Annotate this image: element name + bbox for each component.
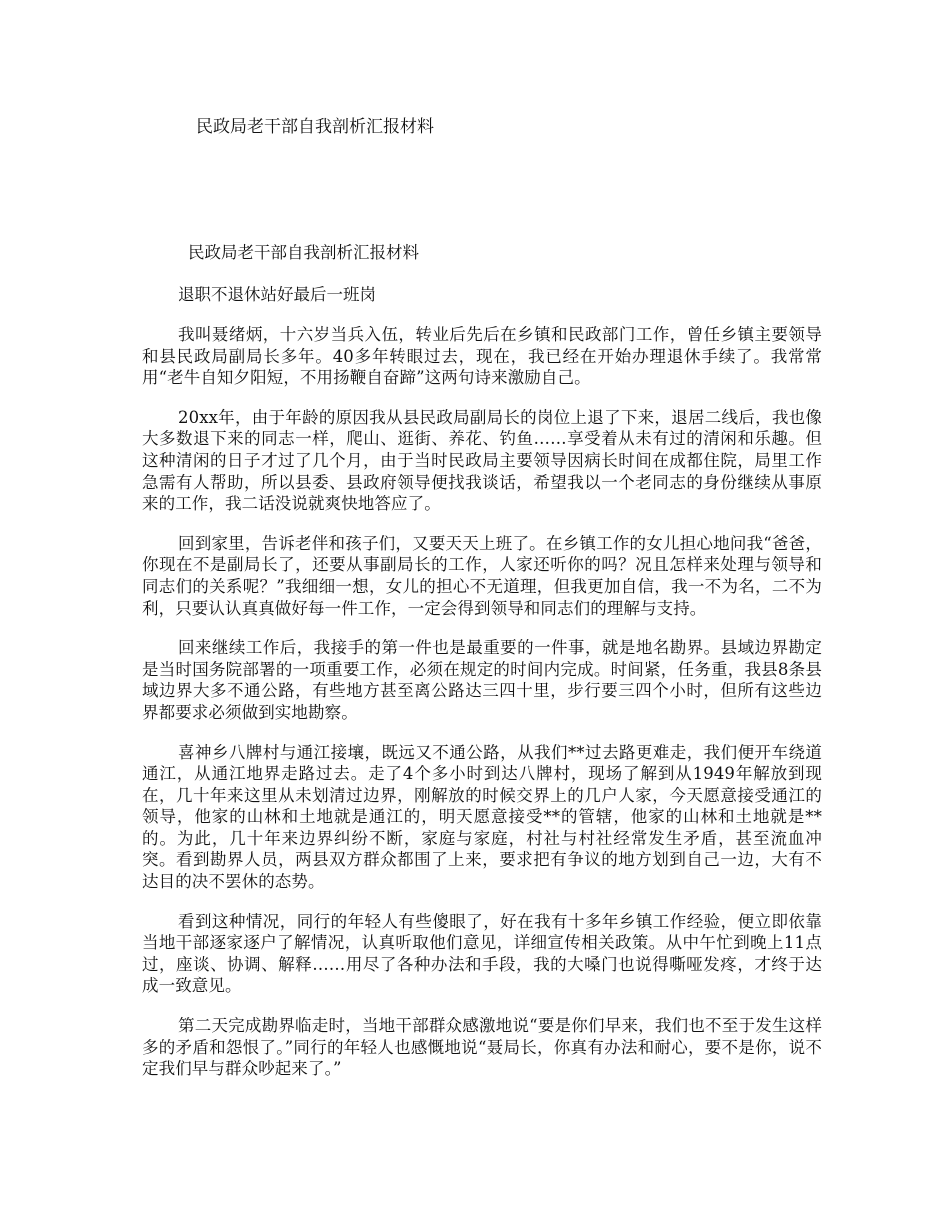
document-top-title: 民政局老干部自我剖析汇报材料 bbox=[196, 117, 434, 137]
paragraph-6: 看到这种情况，同行的年轻人有些傻眼了，好在我有十多年乡镇工作经验，便立即依靠当地干部逐家逐户了解情况，认真听取他们意见，详细宣传相关政策。从中午忙到晚上11点过，座谈、协调、解释……用尽了各种办法和手段，我的大嗓门也说得嘶哑发疼，才终于达成一致意见。 bbox=[142, 911, 822, 996]
document-heading: 民政局老干部自我剖析汇报材料 bbox=[188, 243, 419, 262]
paragraph-1: 我叫聂绪炳，十六岁当兵入伍，转业后先后在乡镇和民政部门工作，曾任乡镇主要领导和县民政局副局长多年。40多年转眼过去，现在，我已经在开始办理退休手续了。我常常用“老牛自知夕阳短，不用扬鞭自奋蹄”这两句诗来激励自己。 bbox=[142, 325, 822, 388]
paragraph-2: 20xx年，由于年龄的原因我从县民政局副局长的岗位上退了下来，退居二线后，我也像大多数退下来的同志一样，爬山、逛街、养花、钓鱼……享受着从未有过的清闲和乐趣。但这种清闲的日子才过了几个月，由于当时民政局主要领导因病长时间在成都住院，局里工作急需有人帮助，所以县委、县政府领导便找我谈话，希望我以一个老同志的身份继续从事原来的工作，我二话没说就爽快地答应了。 bbox=[142, 407, 822, 514]
paragraph-7: 第二天完成勘界临走时，当地干部群众感激地说“要是你们早来，我们也不至于发生这样多的矛盾和怨恨了。”同行的年轻人也感慨地说“聂局长，你真有办法和耐心，要不是你，说不定我们早与群众吵起来了。” bbox=[142, 1016, 822, 1079]
paragraph-4: 回来继续工作后，我接手的第一件也是最重要的一件事，就是地名勘界。县域边界勘定是当时国务院部署的一项重要工作，必须在规定的时间内完成。时间紧，任务重，我县8条县域边界大多不通公路，有些地方甚至离公路达三四十里，步行要三四个小时，但所有这些边界都要求必须做到实地勘察。 bbox=[142, 638, 822, 722]
paragraph-3: 回到家里，告诉老伴和孩子们，又要天天上班了。在乡镇工作的女儿担心地问我“爸爸，你现在不是副局长了，还要从事副局长的工作，人家还听你的吗？况且怎样来处理与领导和同志们的关系呢？”我细细一想，女儿的担心不无道理，但我更加自信，我一不为名，二不为利，只要认认真真做好每一件工作，一定会得到领导和同志们的理解与支持。 bbox=[142, 533, 822, 618]
document-body bbox=[142, 242, 822, 1080]
document-subheading: 退职不退休站好最后一班岗 bbox=[178, 285, 376, 304]
paragraph-5: 喜神乡八牌村与通江接壤，既远又不通公路，从我们**过去路更难走，我们便开车绕道通江，从通江地界走路过去。走了4个多小时到达八牌村，现场了解到从1949年解放到现在，几十年来这里从未划清过边界，刚解放的时候交界上的几户人家，今天愿意接受通江的领导，他家的山林和土地就是通江的，明天愿意接受**的管辖，他家的山林和土地就是**的。为此，几十年来边界纠纷不断，家庭与家庭，村社与村社经常发生矛盾，甚至流血冲突。看到勘界人员，两县双方群众都围了上来，要求把有争议的地方划到自己一边，大有不达目的决不罢休的态势。 bbox=[142, 742, 822, 892]
